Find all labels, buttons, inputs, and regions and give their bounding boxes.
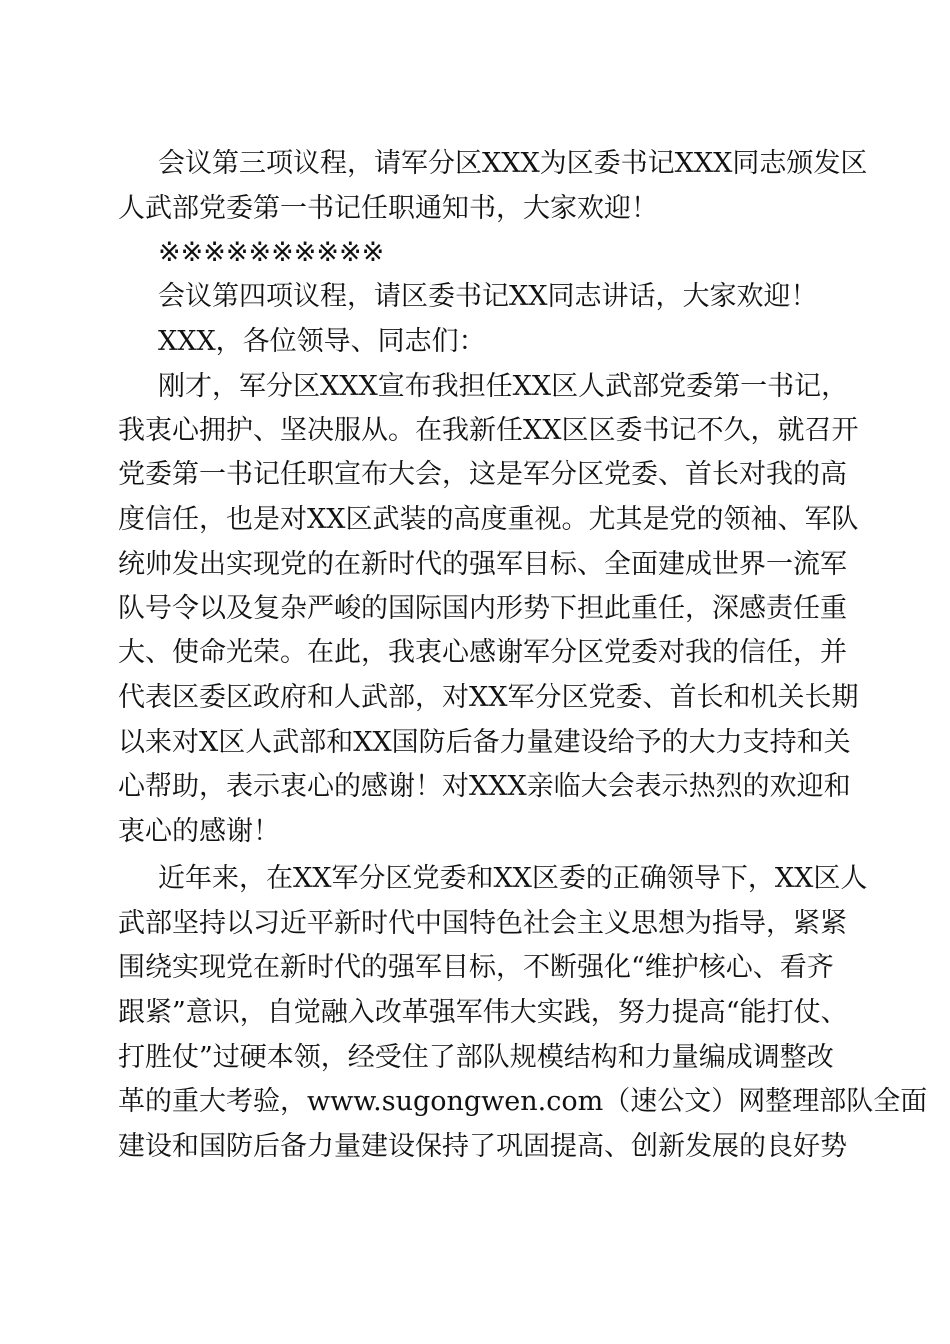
text-line: 近年来，在XX军分区党委和XX区委的正确领导下，XX区人 — [158, 863, 868, 894]
text-line: 队号令以及复杂严峻的国际国内形势下担此重任，深感责任重 — [118, 593, 847, 624]
text-line: 人武部党委第一书记任职通知书，大家欢迎！ — [118, 193, 658, 224]
text-line: 度信任，也是对XX区武装的高度重视。尤其是党的领袖、军队 — [118, 504, 859, 535]
text-line: 衷心的感谢！ — [118, 816, 280, 847]
text-line: 武部坚持以习近平新时代中国特色社会主义思想为指导，紧紧 — [118, 908, 847, 939]
text-line: 革的重大考验，www.sugongwen.com（速公文）网整理部队全面 — [118, 1086, 928, 1117]
text-line: 我衷心拥护、坚决服从。在我新任XX区区委书记不久，就召开 — [118, 415, 859, 446]
text-line: 以来对X区人武部和XX国防后备力量建设给予的大力支持和关 — [118, 727, 851, 758]
text-line: 代表区委区政府和人武部，对XX军分区党委、首长和机关长期 — [118, 682, 859, 713]
text-line: 会议第四项议程，请区委书记XX同志讲话，大家欢迎！ — [158, 281, 818, 312]
text-line: 跟紧”意识，自觉融入改革强军伟大实践，努力提高“能打仗、 — [118, 997, 848, 1028]
text-line: 党委第一书记任职宣布大会，这是军分区党委、首长对我的高 — [118, 459, 847, 490]
salutation-line: XXX，各位领导、同志们： — [158, 326, 486, 357]
separator-line: ※※※※※※※※※※ — [158, 237, 385, 268]
text-line: 会议第三项议程，请军分区XXX为区委书记XXX同志颁发区 — [158, 148, 868, 179]
text-line: 心帮助，表示衷心的感谢！对XXX亲临大会表示热烈的欢迎和 — [118, 771, 851, 802]
text-line: 统帅发出实现党的在新时代的强军目标、全面建成世界一流军 — [118, 549, 847, 580]
text-line: 建设和国防后备力量建设保持了巩固提高、创新发展的良好势 — [118, 1131, 847, 1162]
text-line: 大、使命光荣。在此，我衷心感谢军分区党委对我的信任，并 — [118, 637, 847, 668]
text-line: 围绕实现党在新时代的强军目标，不断强化“维护核心、看齐 — [118, 952, 834, 983]
text-line: 刚才，军分区XXX宣布我担任XX区人武部党委第一书记， — [158, 371, 849, 402]
text-line: 打胜仗”过硬本领，经受住了部队规模结构和力量编成调整改 — [118, 1042, 834, 1073]
